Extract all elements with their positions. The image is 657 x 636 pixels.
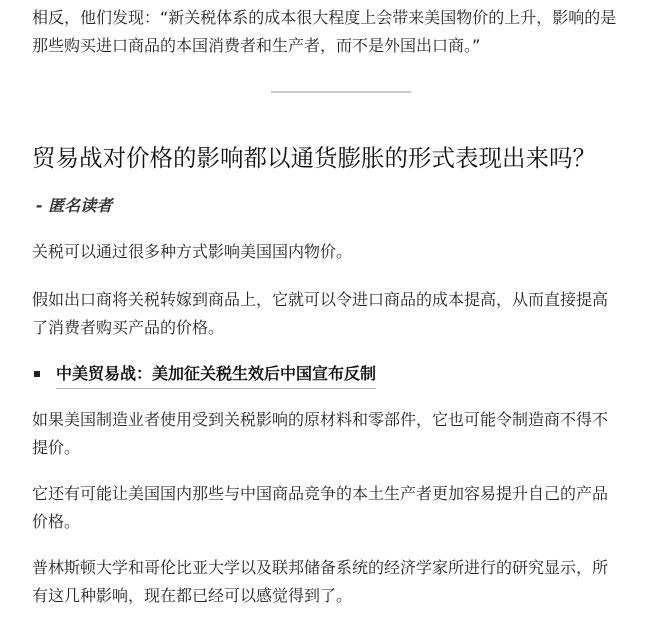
paragraph-domestic-producers: 它还有可能让美国国内那些与中国商品竞争的本土生产者更加容易提升自己的产品价格。 — [32, 484, 609, 531]
paragraph-research-findings: 普林斯顿大学和哥伦比亚大学以及联邦储备系统的经济学家所进行的研究显示，所有这几种影响，现在都已经可以感觉得到了。 — [32, 558, 609, 605]
paragraph-exporter-passes-cost: 假如出口商将关税转嫁到商品上，它就可以令进口商品的成本提高，从而直接提高了消费者购买产品的价格。 — [32, 290, 609, 337]
related-article-link[interactable]: 中美贸易战：美加征关税生效后中国宣布反制 — [56, 360, 376, 389]
bullet-icon — [34, 371, 40, 377]
intro-quote-paragraph: 相反，他们发现：“新关税体系的成本很大程度上会带来美国物价的上升，影响的是那些购买进口商品的本国消费者和生产者，而不是外国出口商。” — [32, 8, 617, 55]
section-divider — [271, 91, 411, 93]
related-article-item — [32, 360, 622, 388]
question-heading: 贸易战对价格的影响都以通货膨胀的形式表现出来吗？ — [32, 144, 596, 172]
paragraph-tariff-ways: 关税可以通过很多种方式影响美国国内物价。 — [32, 242, 353, 261]
paragraph-manufacturers: 如果美国制造业者使用受到关税影响的原材料和零部件，它也可能令制造商不得不提价。 — [32, 410, 609, 457]
question-asker: - 匿名读者 — [36, 196, 113, 215]
